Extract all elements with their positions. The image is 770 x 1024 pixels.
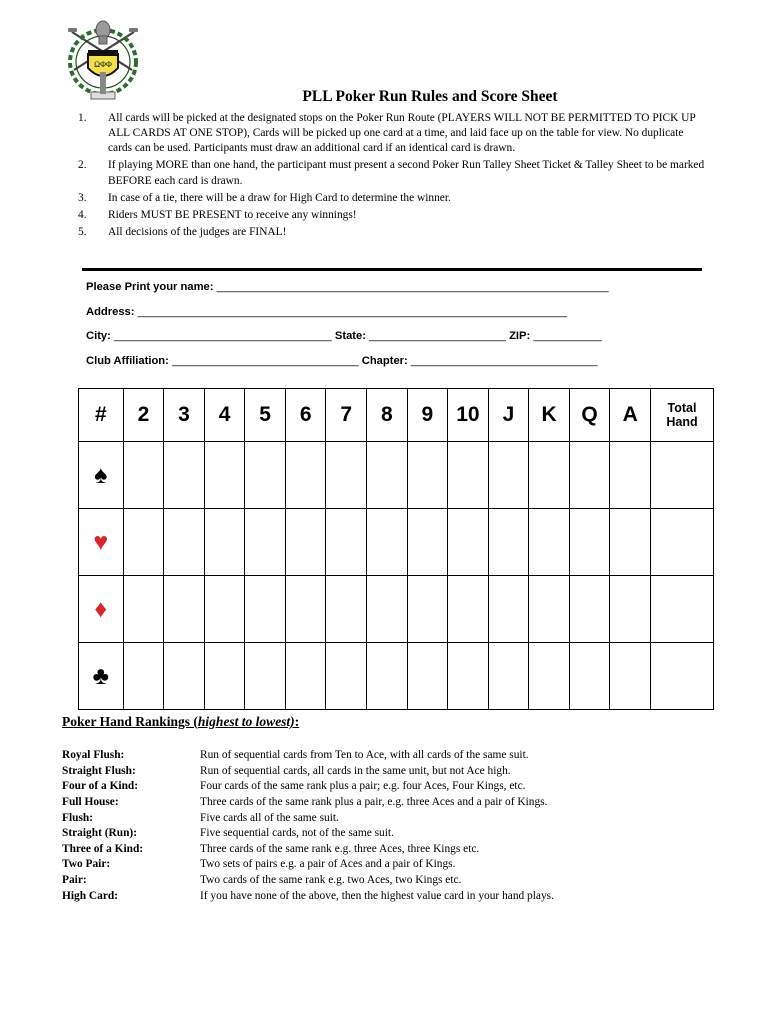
poker-hand-rankings-list: [62, 748, 712, 904]
zip-label: ZIP:: [509, 330, 531, 342]
grid-cell[interactable]: [610, 576, 651, 643]
svg-text:ΩΦΦ: ΩΦΦ: [94, 60, 112, 69]
grid-cell[interactable]: [204, 442, 245, 509]
total-hand-line2: Hand: [666, 415, 698, 429]
grid-cell[interactable]: [569, 509, 610, 576]
ranking-name: Straight (Run):: [62, 827, 137, 840]
city-label: City:: [86, 330, 111, 342]
list-item: [62, 779, 712, 795]
grid-header-5: 5: [245, 389, 286, 442]
grid-header-9: 9: [407, 389, 448, 442]
ranking-name: Full House:: [62, 795, 119, 808]
city-input-line[interactable]: ___________________________________: [113, 330, 332, 342]
list-item: [62, 873, 712, 889]
poker-hand-rankings-heading: [62, 714, 299, 730]
grid-cell[interactable]: [326, 509, 367, 576]
club-affiliation-input-line[interactable]: ______________________________: [171, 354, 359, 367]
grid-cell[interactable]: [407, 643, 448, 710]
grid-cell[interactable]: [367, 576, 408, 643]
grid-cell[interactable]: [569, 442, 610, 509]
ranking-description: If you have none of the above, then the highest value card in your hand plays.: [200, 889, 554, 902]
grid-cell[interactable]: [123, 509, 164, 576]
list-item: [62, 748, 712, 764]
grid-cell[interactable]: [610, 442, 651, 509]
grid-cell[interactable]: [569, 576, 610, 643]
grid-header-4: 4: [204, 389, 245, 442]
club-chapter-row: [86, 355, 706, 367]
grid-cell-total[interactable]: [650, 509, 713, 576]
list-item: [62, 764, 712, 780]
ranking-description: Run of sequential cards, all cards in the same unit, but not Ace high.: [200, 764, 511, 777]
ranking-description: Five cards all of the same suit.: [200, 811, 339, 824]
grid-cell[interactable]: [367, 643, 408, 710]
ranking-name: Four of a Kind:: [62, 780, 139, 793]
grid-cell[interactable]: [164, 576, 205, 643]
rule-item: [78, 208, 708, 223]
grid-header-3: 3: [164, 389, 205, 442]
ranking-name: High Card:: [62, 889, 119, 902]
grid-cell[interactable]: [367, 442, 408, 509]
rule-number: 5.: [78, 226, 87, 239]
ranking-name: Straight Flush:: [62, 764, 136, 777]
grid-cell[interactable]: [529, 509, 570, 576]
grid-header-row: [79, 389, 714, 442]
ranking-description: Run of sequential cards from Ten to Ace, with all cards of the same suit.: [200, 749, 529, 761]
ranking-description: Four cards of the same rank plus a pair; e.g. four Aces, Four Kings, etc.: [200, 780, 526, 793]
pll-club-logo: [58, 14, 148, 104]
chapter-label: Chapter:: [361, 354, 408, 367]
grid-header-7: 7: [326, 389, 367, 442]
grid-cell[interactable]: [448, 509, 489, 576]
grid-cell[interactable]: [285, 576, 326, 643]
rule-text: In case of a tie, there will be a draw for High Card to determine the winner.: [108, 191, 451, 204]
grid-cell[interactable]: [448, 442, 489, 509]
grid-cell[interactable]: [245, 509, 286, 576]
score-grid-wrapper: [78, 388, 714, 710]
grid-cell[interactable]: [529, 576, 570, 643]
grid-cell[interactable]: [407, 442, 448, 509]
ranking-name: Two Pair:: [62, 858, 111, 871]
chapter-input-line[interactable]: ______________________________: [410, 354, 598, 367]
address-field-row: [86, 306, 706, 318]
address-label: Address:: [86, 305, 135, 318]
table-row: [79, 509, 714, 576]
grid-header-10: 10: [448, 389, 489, 442]
participant-fields: [86, 281, 706, 379]
rankings-heading-end: :: [294, 714, 300, 729]
name-field-row: [86, 281, 706, 293]
rule-item: [78, 225, 708, 240]
list-item: [62, 842, 712, 858]
rule-number: 4.: [78, 208, 87, 221]
grid-cell-total[interactable]: [650, 576, 713, 643]
rule-text: Riders MUST BE PRESENT to receive any winnings!: [108, 208, 357, 221]
grid-cell[interactable]: [204, 643, 245, 710]
table-row: [79, 643, 714, 710]
grid-cell[interactable]: [326, 576, 367, 643]
heart-icon: ♥: [79, 509, 124, 576]
list-item: [62, 811, 712, 827]
grid-cell[interactable]: [123, 576, 164, 643]
grid-cell[interactable]: [488, 643, 529, 710]
grid-cell[interactable]: [164, 509, 205, 576]
ranking-description: Three cards of the same rank e.g. three Aces, three Kings etc.: [200, 842, 480, 855]
ranking-name: Pair:: [62, 874, 87, 886]
rule-number: 3.: [78, 191, 87, 204]
state-label: State:: [334, 330, 366, 342]
section-divider: [82, 268, 702, 271]
zip-input-line[interactable]: ___________: [533, 330, 602, 342]
list-item: [62, 826, 712, 842]
grid-header-8: 8: [367, 389, 408, 442]
club-affiliation-label: Club Affiliation:: [86, 354, 169, 367]
rankings-heading-italic: highest to lowest): [197, 714, 295, 729]
grid-header-j: J: [488, 389, 529, 442]
grid-cell[interactable]: [245, 643, 286, 710]
address-input-line[interactable]: _____________________________________________________________________: [137, 305, 567, 318]
grid-header-a: A: [610, 389, 651, 442]
ranking-description: Two cards of the same rank e.g. two Aces, two Kings etc.: [200, 874, 462, 886]
grid-cell[interactable]: [488, 576, 529, 643]
grid-cell[interactable]: [326, 643, 367, 710]
ranking-description: Five sequential cards, not of the same suit.: [200, 827, 394, 840]
rule-number: 1.: [78, 112, 87, 124]
grid-cell[interactable]: [204, 509, 245, 576]
grid-cell[interactable]: [164, 442, 205, 509]
grid-cell[interactable]: [407, 576, 448, 643]
list-item: [62, 795, 712, 811]
page-title: PLL Poker Run Rules and Score Sheet: [302, 88, 558, 105]
ranking-name: Flush:: [62, 811, 94, 824]
grid-cell[interactable]: [367, 509, 408, 576]
ranking-name: Royal Flush:: [62, 749, 125, 761]
grid-cell[interactable]: [488, 442, 529, 509]
grid-cell[interactable]: [488, 509, 529, 576]
grid-cell[interactable]: [326, 442, 367, 509]
grid-header-total-hand: [650, 389, 713, 442]
grid-cell[interactable]: [529, 442, 570, 509]
grid-cell[interactable]: [448, 643, 489, 710]
grid-cell[interactable]: [610, 643, 651, 710]
state-input-line[interactable]: ______________________: [369, 330, 506, 342]
grid-cell[interactable]: [610, 509, 651, 576]
grid-cell[interactable]: [204, 576, 245, 643]
rule-text: All decisions of the judges are FINAL!: [108, 226, 287, 239]
grid-cell-total[interactable]: [650, 442, 713, 509]
grid-cell[interactable]: [285, 442, 326, 509]
grid-cell[interactable]: [123, 442, 164, 509]
ranking-description: Two sets of pairs e.g. a pair of Aces and a pair of Kings.: [200, 858, 456, 871]
club-icon: ♣: [79, 643, 124, 710]
rule-item: [78, 191, 708, 206]
grid-header-6: 6: [285, 389, 326, 442]
name-input-line[interactable]: _______________________________________________________________: [216, 281, 609, 293]
grid-cell-total[interactable]: [650, 643, 713, 710]
grid-header-q: Q: [569, 389, 610, 442]
grid-cell[interactable]: [245, 576, 286, 643]
ranking-description: Three cards of the same rank plus a pair, e.g. three Aces and a pair of Kings.: [200, 795, 548, 808]
rankings-heading-main: Poker Hand Rankings (: [62, 714, 198, 729]
list-item: [62, 889, 712, 905]
grid-cell[interactable]: [529, 643, 570, 710]
grid-cell[interactable]: [164, 643, 205, 710]
grid-cell[interactable]: [123, 643, 164, 710]
rule-item: [78, 111, 708, 156]
rule-number: 2.: [78, 159, 87, 172]
ranking-name: Three of a Kind:: [62, 842, 144, 855]
total-hand-line1: Total: [667, 400, 697, 415]
grid-cell[interactable]: [285, 509, 326, 576]
grid-header-hash: #: [79, 389, 124, 442]
spade-icon: ♠: [79, 442, 124, 509]
rules-list: [78, 111, 708, 242]
grid-cell[interactable]: [245, 442, 286, 509]
grid-cell[interactable]: [448, 576, 489, 643]
table-row: [79, 576, 714, 643]
list-item: [62, 857, 712, 873]
city-state-zip-row: [86, 330, 706, 342]
rule-item: [78, 158, 708, 188]
grid-cell[interactable]: [569, 643, 610, 710]
rule-text: All cards will be picked at the designated stops on the Poker Run Route (PLAYERS WILL NOT BE PERMITTED TO PICK UP ALL CARDS AT ONE STOP), Cards will be picked up one card at a time, and laid face up on the table for view. No duplicate cards can be used. Participants must draw an additional card if an identical card is drawn.: [108, 112, 696, 155]
grid-header-2: 2: [123, 389, 164, 442]
diamond-icon: ♦: [79, 576, 124, 643]
grid-cell[interactable]: [285, 643, 326, 710]
grid-header-k: K: [529, 389, 570, 442]
score-grid: [78, 388, 714, 710]
grid-cell[interactable]: [407, 509, 448, 576]
rule-text: If playing MORE than one hand, the participant must present a second Poker Run Talley Sheet Ticket & Talley Sheet to be marked BEFORE each card is drawn.: [108, 159, 705, 187]
table-row: [79, 442, 714, 509]
name-label: Please Print your name:: [86, 281, 214, 293]
